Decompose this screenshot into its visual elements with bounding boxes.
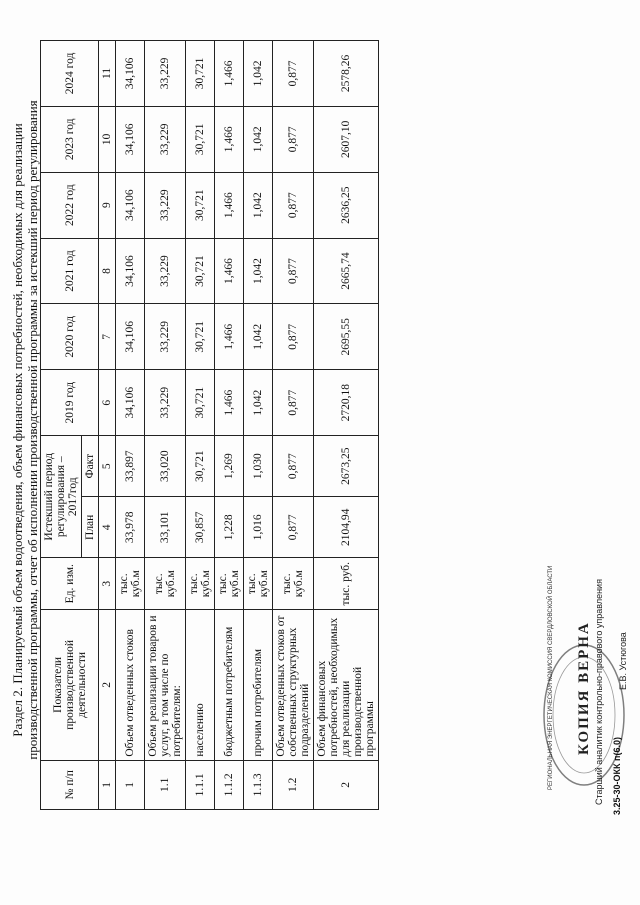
row-year-value: 33,229: [145, 106, 186, 172]
stamp-signatory: Е.В. Устюгова: [618, 632, 628, 690]
table-row: [314, 41, 379, 810]
row-year-value: 30,721: [186, 172, 215, 238]
row-year-value: 34,106: [116, 370, 145, 436]
row-year-value: 2720,18: [314, 370, 379, 436]
row-fact: 33,020: [145, 436, 186, 497]
row-plan: 33,978: [116, 497, 145, 558]
col-number: 1: [99, 760, 116, 809]
row-year-value: 1,042: [244, 172, 273, 238]
row-plan: 30,857: [186, 497, 215, 558]
row-unit: тыс. куб.м: [116, 558, 145, 610]
row-year-value: 1,042: [244, 238, 273, 304]
row-indicator: прочим потребителям: [244, 610, 273, 761]
row-unit: тыс. куб.м: [215, 558, 244, 610]
row-number: 1.1.3: [244, 760, 273, 809]
row-number: 1.1: [145, 760, 186, 809]
row-fact: 33,897: [116, 436, 145, 497]
table-row: [145, 41, 186, 810]
row-year-value: 0,877: [273, 106, 314, 172]
row-year-value: 34,106: [116, 238, 145, 304]
header-year-2024: 2024 год: [41, 41, 99, 107]
row-fact: 1,030: [244, 436, 273, 497]
table-row: [244, 41, 273, 810]
row-year-value: 34,106: [116, 41, 145, 107]
row-year-value: 1,042: [244, 304, 273, 370]
row-indicator: Объем отведенных стоков от собственных структурных подразделений: [273, 610, 314, 761]
header-unit: Ед. изм.: [41, 558, 99, 610]
stamp-position: Старший аналитик контрольно-правового управления: [594, 579, 604, 805]
header-year-2020: 2020 год: [41, 304, 99, 370]
row-number: 1: [116, 760, 145, 809]
row-year-value: 0,877: [273, 370, 314, 436]
row-indicator: Объем реализации товаров и услуг, в том числе по потребителям:: [145, 610, 186, 761]
section-heading: [10, 50, 40, 810]
row-year-value: 34,106: [116, 172, 145, 238]
row-year-value: 2636,25: [314, 172, 379, 238]
row-fact: 2673,25: [314, 436, 379, 497]
row-year-value: 0,877: [273, 238, 314, 304]
footer-code: 3.25-30-ОКК п(6.0): [612, 737, 622, 815]
col-number: 4: [99, 497, 116, 558]
row-year-value: 2607,10: [314, 106, 379, 172]
row-fact: 1,269: [215, 436, 244, 497]
col-number: 6: [99, 370, 116, 436]
row-year-value: 1,466: [215, 106, 244, 172]
row-plan: 2104,94: [314, 497, 379, 558]
stamp-organization: РЕГИОНАЛЬНАЯ ЭНЕРГЕТИЧЕСКАЯ КОМИССИЯ СВЕРДЛОВСКОЙ ОБЛАСТИ: [548, 565, 554, 790]
header-year-2023: 2023 год: [41, 106, 99, 172]
heading-line-1: Раздел 2. Планируемый объем водоотведения, объем финансовых потребностей, необходимых для реализации: [10, 123, 25, 737]
row-year-value: 30,721: [186, 238, 215, 304]
row-year-value: 0,877: [273, 41, 314, 107]
table-row: [186, 41, 215, 810]
row-indicator: Объем финансовых потребностей, необходимых для реализации производственной программы: [314, 610, 379, 761]
row-year-value: 1,466: [215, 41, 244, 107]
row-unit: тыс. куб.м: [273, 558, 314, 610]
header-year-2019: 2019 год: [41, 370, 99, 436]
row-year-value: 33,229: [145, 304, 186, 370]
row-fact: 30,721: [186, 436, 215, 497]
row-year-value: 2665,74: [314, 238, 379, 304]
row-plan: 1,016: [244, 497, 273, 558]
header-period: Истекший период регулирования – 2017год: [41, 436, 82, 558]
header-num: № п/п: [41, 760, 99, 809]
col-number: 5: [99, 436, 116, 497]
row-year-value: 33,229: [145, 238, 186, 304]
header-fact: Факт: [82, 436, 99, 497]
row-plan: 1,228: [215, 497, 244, 558]
header-year-2021: 2021 год: [41, 238, 99, 304]
stamp-title: КОПИЯ ВЕРНА: [576, 621, 592, 755]
col-number: 7: [99, 304, 116, 370]
row-plan: 0,877: [273, 497, 314, 558]
row-number: 1.2: [273, 760, 314, 809]
row-unit: тыс. куб.м: [244, 558, 273, 610]
row-year-value: 33,229: [145, 41, 186, 107]
col-number: 3: [99, 558, 116, 610]
row-year-value: 2695,55: [314, 304, 379, 370]
row-number: 1.1.2: [215, 760, 244, 809]
col-number: 2: [99, 610, 116, 761]
row-year-value: 30,721: [186, 106, 215, 172]
row-year-value: 0,877: [273, 304, 314, 370]
table-row: [273, 41, 314, 810]
column-number-row: [99, 41, 116, 810]
heading-line-2: производственной программы, отчет об исполнении производственной программы за истекший период регулирования: [25, 100, 40, 760]
row-number: 1.1.1: [186, 760, 215, 809]
header-year-2022: 2022 год: [41, 172, 99, 238]
row-year-value: 1,466: [215, 304, 244, 370]
col-number: 9: [99, 172, 116, 238]
row-year-value: 1,466: [215, 238, 244, 304]
row-indicator: населению: [186, 610, 215, 761]
row-fact: 0,877: [273, 436, 314, 497]
row-unit: тыс. куб.м: [186, 558, 215, 610]
table-row: [215, 41, 244, 810]
row-indicator: бюджетным потребителям: [215, 610, 244, 761]
table-row: [116, 41, 145, 810]
row-year-value: 30,721: [186, 370, 215, 436]
row-unit: тыс. руб.: [314, 558, 379, 610]
row-indicator: Объем отведенных стоков: [116, 610, 145, 761]
row-plan: 33,101: [145, 497, 186, 558]
header-plan: План: [82, 497, 99, 558]
row-year-value: 1,042: [244, 370, 273, 436]
row-year-value: 34,106: [116, 106, 145, 172]
col-number: 8: [99, 238, 116, 304]
row-year-value: 1,042: [244, 41, 273, 107]
row-year-value: 34,106: [116, 304, 145, 370]
row-year-value: 1,042: [244, 106, 273, 172]
col-number: 10: [99, 106, 116, 172]
row-year-value: 2578,26: [314, 41, 379, 107]
row-year-value: 33,229: [145, 172, 186, 238]
row-unit: тыс. куб.м: [145, 558, 186, 610]
row-year-value: 0,877: [273, 172, 314, 238]
header-indicator: Показатели производственной деятельности: [41, 610, 99, 761]
row-year-value: 30,721: [186, 41, 215, 107]
col-number: 11: [99, 41, 116, 107]
row-year-value: 30,721: [186, 304, 215, 370]
row-number: 2: [314, 760, 379, 809]
row-year-value: 1,466: [215, 172, 244, 238]
row-year-value: 1,466: [215, 370, 244, 436]
table-body: [116, 41, 379, 810]
production-program-table: [40, 40, 379, 810]
row-year-value: 33,229: [145, 370, 186, 436]
